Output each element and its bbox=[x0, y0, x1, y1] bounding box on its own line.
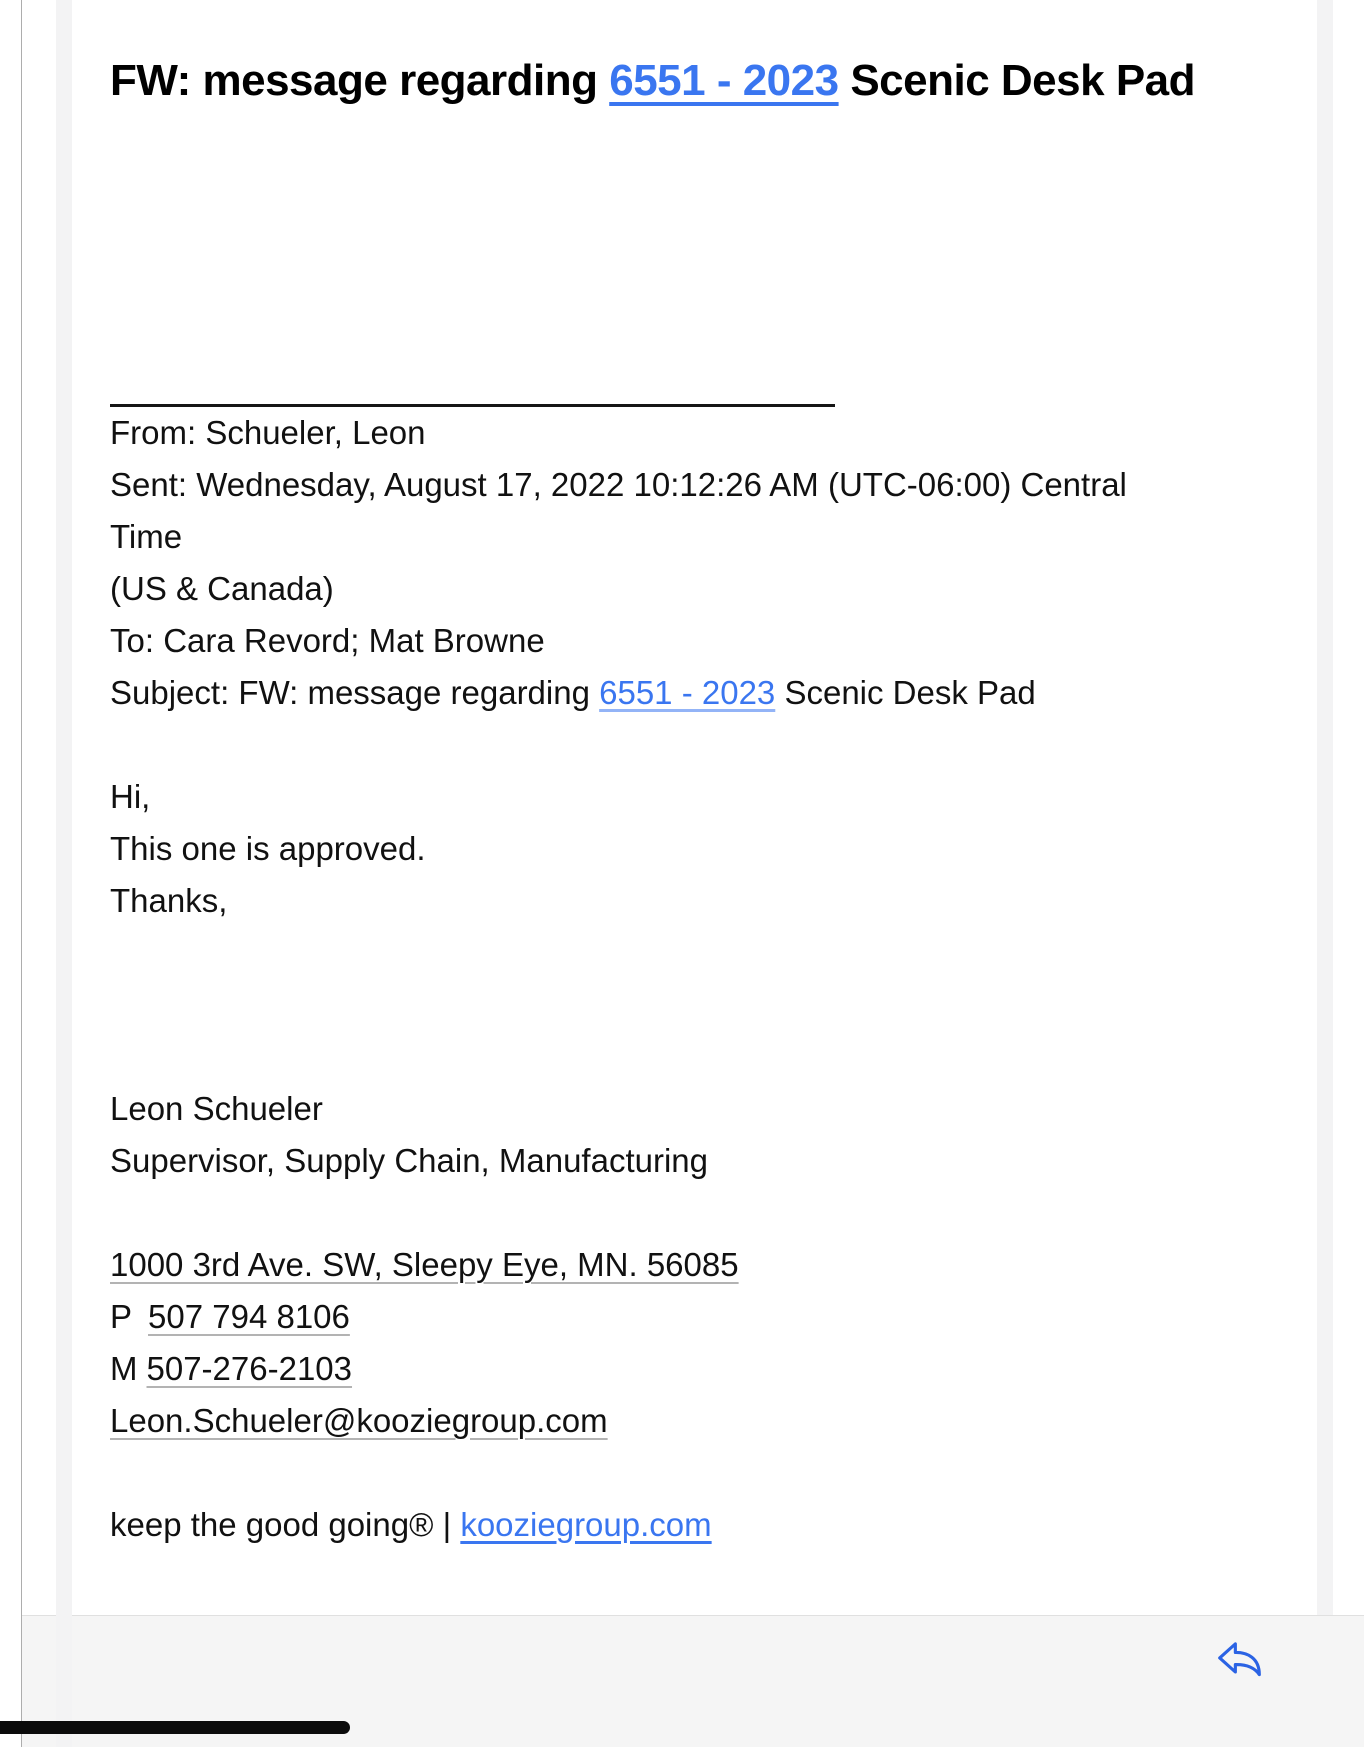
split-view-divider bbox=[0, 0, 22, 1747]
subject-title-text: FW: message regarding bbox=[110, 56, 610, 105]
reply-arrow-icon bbox=[1214, 1672, 1264, 1687]
approval-line: This one is approved. bbox=[110, 830, 426, 867]
tagline-text: keep the good going® | bbox=[110, 1506, 461, 1543]
quoted-to-line: To: Cara Revord; Mat Browne bbox=[110, 622, 545, 659]
signature-phone-line bbox=[110, 1291, 1170, 1343]
closing-line: Thanks, bbox=[110, 882, 228, 919]
blank-line bbox=[110, 1187, 1170, 1239]
quoted-sent-line-continued: (US & Canada) bbox=[110, 570, 334, 607]
signature-email-line bbox=[110, 1395, 1170, 1447]
quoted-subject-link[interactable]: 6551 - 2023 bbox=[599, 674, 776, 711]
tagline-line bbox=[110, 1499, 1170, 1551]
blank-space bbox=[110, 107, 1170, 355]
window-drag-bar[interactable] bbox=[0, 1721, 350, 1734]
signature-address-line bbox=[110, 1239, 1170, 1291]
phone-link[interactable]: 507 794 8106 bbox=[148, 1298, 350, 1335]
phone-label: P bbox=[110, 1298, 133, 1335]
signature-mobile-line bbox=[110, 1343, 1170, 1395]
panel-edge-strip-left bbox=[56, 0, 72, 1747]
panel-edge-strip-right bbox=[1317, 0, 1333, 1615]
greeting-line: Hi, bbox=[110, 778, 151, 815]
subject-title-link[interactable]: 6551 - 2023 bbox=[609, 56, 839, 105]
blank-line bbox=[110, 1447, 1170, 1499]
signature-name-line: Leon Schueler bbox=[110, 1090, 323, 1127]
subject-title-suffix: Scenic Desk Pad bbox=[838, 56, 1196, 105]
email-address-link[interactable]: Leon.Schueler@kooziegroup.com bbox=[110, 1402, 608, 1439]
reply-button[interactable] bbox=[1214, 1636, 1264, 1684]
email-content bbox=[110, 55, 1196, 1551]
website-link[interactable]: kooziegroup.com bbox=[460, 1506, 712, 1543]
blank-lines bbox=[110, 927, 1170, 1083]
address-link[interactable]: 1000 3rd Ave. SW, Sleepy Eye, MN. 56085 bbox=[110, 1246, 739, 1283]
quoted-subject-suffix: Scenic Desk Pad bbox=[775, 674, 1036, 711]
signature-role-line: Supervisor, Supply Chain, Manufacturing bbox=[110, 1142, 708, 1179]
email-subject-title bbox=[110, 55, 1196, 107]
quoted-subject-text: Subject: FW: message regarding bbox=[110, 674, 600, 711]
quoted-header-divider bbox=[110, 355, 835, 407]
quoted-sent-line: Sent: Wednesday, August 17, 2022 10:12:26 AM (UTC-06:00) Central Time bbox=[110, 466, 1127, 555]
mobile-link[interactable]: 507-276-2103 bbox=[146, 1350, 353, 1387]
quoted-from-line: From: Schueler, Leon bbox=[110, 414, 426, 451]
mobile-label: M bbox=[110, 1350, 138, 1387]
quoted-subject-line bbox=[110, 667, 1170, 719]
blank-line bbox=[110, 719, 1170, 771]
